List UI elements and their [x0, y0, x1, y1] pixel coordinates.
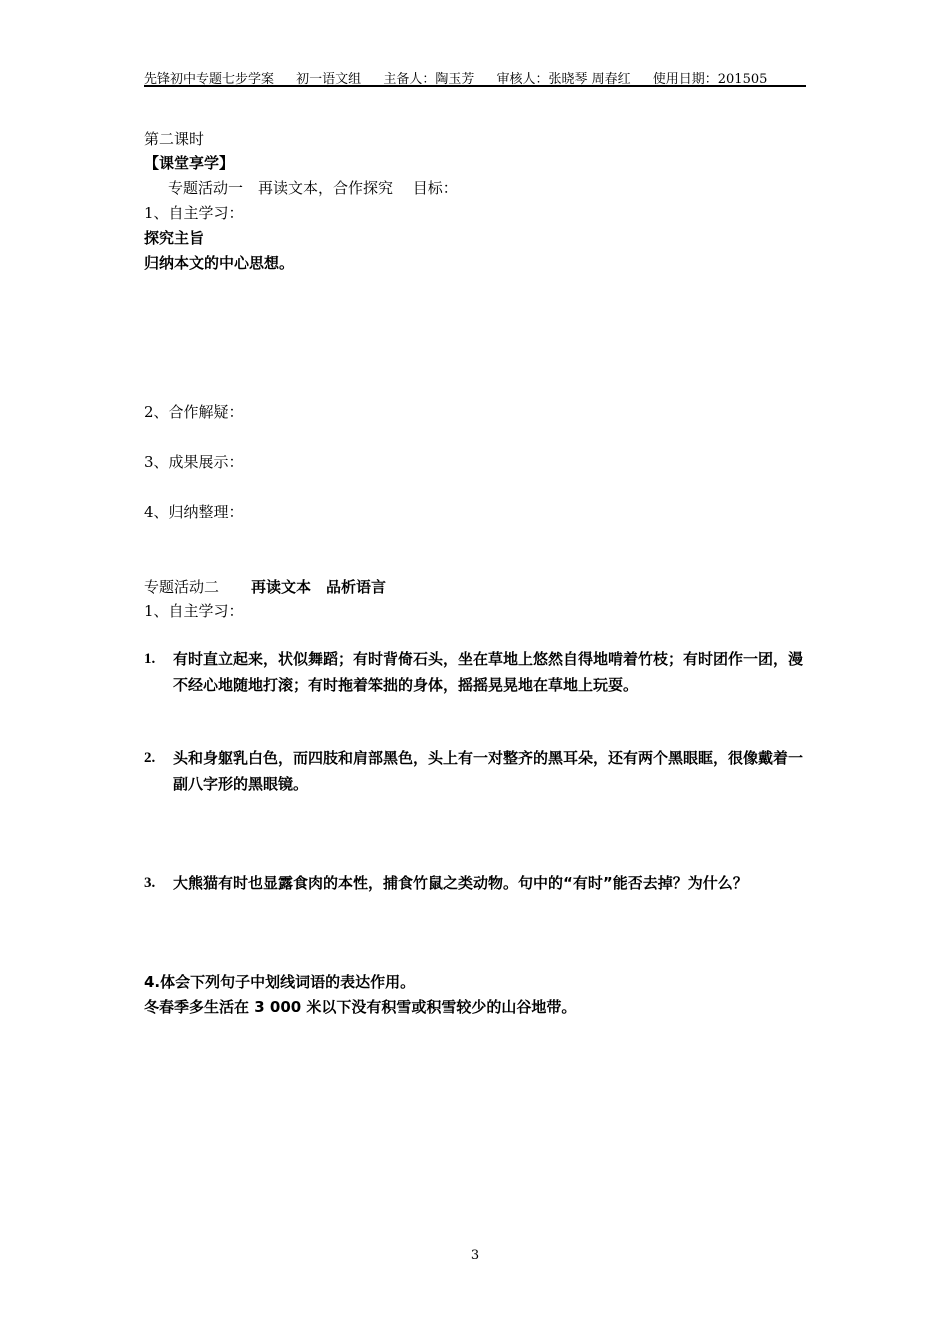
activity1-show: 3、成果展示： — [144, 453, 244, 471]
activity1-summary: 4、归纳整理： — [144, 503, 244, 521]
item4-title: 4.体会下列句子中划线词语的表达作用。 — [144, 973, 416, 991]
activity2-heading — [144, 576, 386, 597]
list-item-text: 头和身躯乳白色，而四肢和肩部黑色，头上有一对整齐的黑耳朵，还有两个黑眼眶，很像戴着一副八字形的黑眼镜。 — [173, 749, 804, 793]
header-group: 初一语文组 — [296, 72, 362, 87]
list-item-number: 3. — [144, 875, 156, 891]
activity1-self-study: 1、自主学习： — [144, 204, 244, 222]
header-school: 先锋初中专题七步学案 — [144, 72, 275, 87]
activity1-title: 专题活动一 再读文本，合作探究 目标： — [168, 179, 458, 197]
header-divider — [144, 85, 806, 87]
list-item-text: 大熊猫有时也显露食肉的本性，捕食竹鼠之类动物。句中的“有时”能否去掉？为什么？ — [173, 874, 748, 892]
activity2-self-study: 1、自主学习： — [144, 602, 244, 620]
list-item — [144, 870, 806, 896]
header-date: 使用日期：201505 — [652, 72, 768, 87]
list-item-number: 2. — [144, 750, 156, 766]
activity1-cooperate: 2、合作解疑： — [144, 403, 244, 421]
item4-sentence: 冬春季多生活在 3 000 米以下没有积雪或积雪较少的山谷地带。 — [144, 998, 577, 1016]
list-item-number: 1. — [144, 651, 156, 667]
lesson-period: 第二课时 — [144, 130, 205, 148]
list-item — [144, 646, 806, 698]
header-preparer: 主备人：陶玉芳 — [383, 72, 475, 87]
activity2-label: 专题活动二 — [144, 578, 220, 596]
activity1-topic: 探究主旨 — [144, 229, 205, 247]
section-title: 【课堂享学】 — [144, 154, 235, 172]
header-reviewer: 审核人：张晓琴 周春红 — [496, 72, 631, 87]
activity2-title: 再读文本 品析语言 — [251, 578, 387, 596]
list-item — [144, 745, 806, 797]
list-item-text: 有时直立起来，状似舞蹈；有时背倚石头，坐在草地上悠然自得地啃着竹枝；有时团作一团，漫不经心地随地打滚；有时拖着笨拙的身体，摇摇晃晃地在草地上玩耍。 — [173, 650, 804, 694]
activity1-question: 归纳本文的中心思想。 — [144, 254, 295, 272]
page-number: 3 — [470, 1248, 480, 1263]
